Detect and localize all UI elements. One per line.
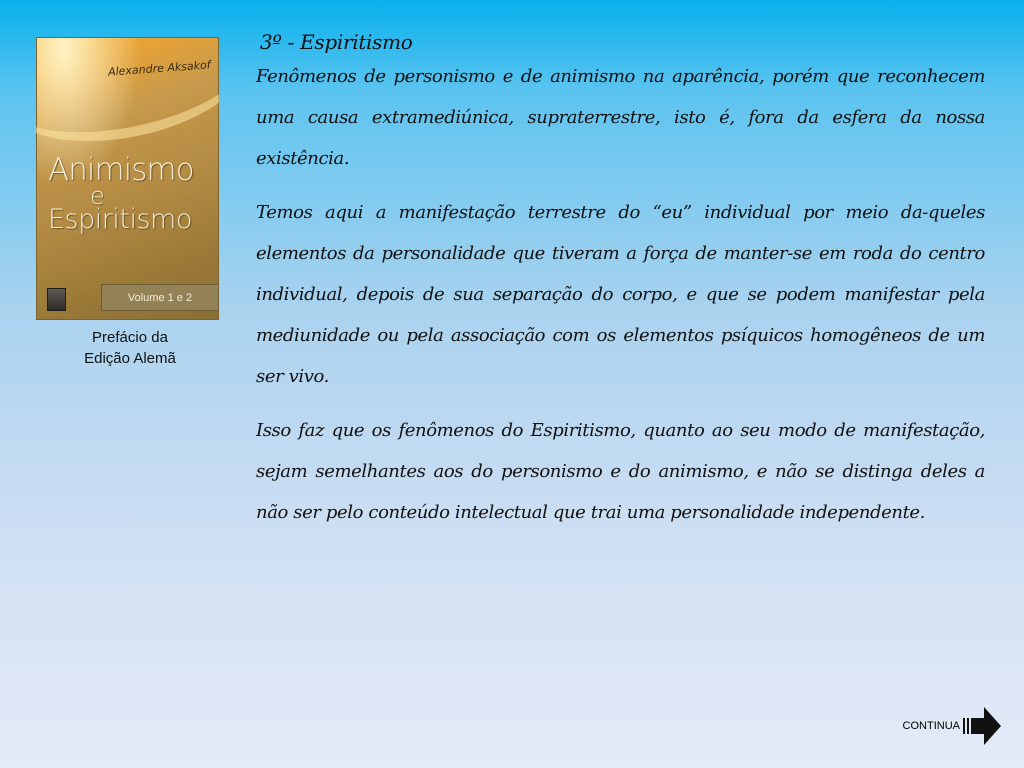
cover-caption [30,327,230,369]
paragraph-2: Temos aqui a manifestação terrestre do “eu” individual por meio da-queles elementos da personalidade que tiveram a força de manter-se em roda do centro individual, depois de sua separação do corpo, e que se podem manifestar pela mediunidade ou pela associação com os elementos psíquicos homogêneos de um ser vivo. [256,202,985,387]
book-title [48,152,194,235]
main-content [256,28,985,546]
continue-label: CONTINUA [902,720,960,732]
book-author: Alexandre Aksakof [107,58,212,79]
paragraph-1: Fenômenos de personismo e de animismo na aparência, porém que reconhecem uma causa extramediúnica, supraterrestre, isto é, fora da esfera da nossa existência. [256,66,985,169]
book-title-line-2: e [90,182,105,210]
book-cover [36,37,219,320]
book-title-line-3: Espiritismo [48,204,192,235]
book-title-line-1: Animismo [48,152,194,188]
book-volume-badge: Volume 1 e 2 [101,284,219,311]
section-heading: 3º - Espiritismo [260,30,413,54]
publisher-logo-icon [47,288,66,311]
paragraph-3: Isso faz que os fenômenos do Espiritismo, quanto ao seu modo de manifestação, sejam semelhantes aos do personismo e do animismo, e não se distinga deles a não ser pelo conteúdo intelectual que trai uma personalidade independente. [256,420,985,523]
caption-line-1: Prefácio da [92,329,168,346]
arrow-right-icon[interactable] [962,705,1002,747]
continue-button[interactable] [903,705,1002,747]
caption-line-2: Edição Alemã [84,350,176,367]
